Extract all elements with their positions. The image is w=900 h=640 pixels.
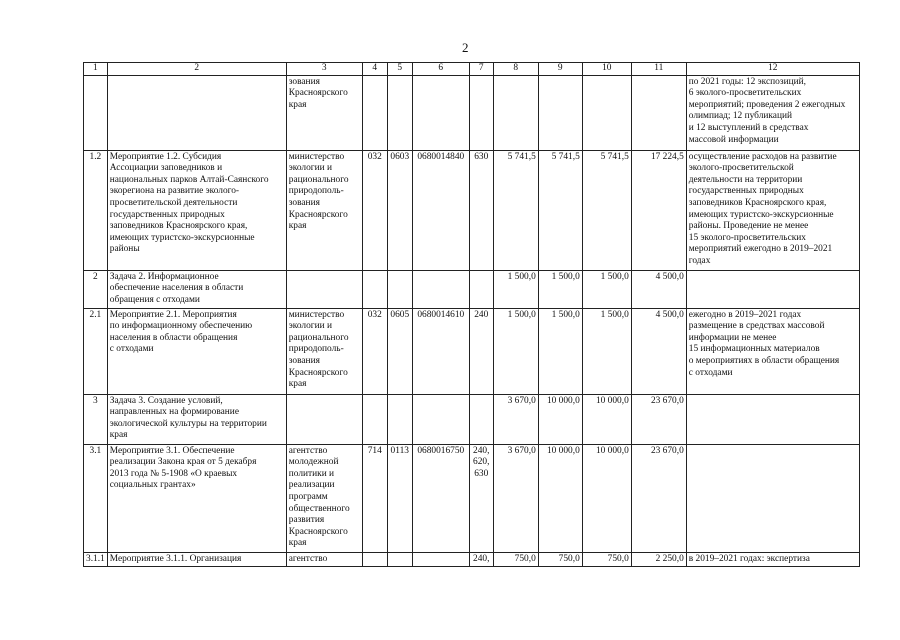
table-cell-col12 xyxy=(686,394,859,444)
table-cell-col3: министерство экологии и рационального природополь- зования Красноярского края xyxy=(286,308,362,394)
header-cell: 6 xyxy=(412,63,469,76)
table-cell-col10: 5 741,5 xyxy=(582,150,631,270)
table-cell-col8: 3 670,0 xyxy=(493,394,538,444)
program-activities-table xyxy=(83,62,860,567)
table-cell-col2: Мероприятие 3.1.1. Организация xyxy=(107,552,286,567)
table-row xyxy=(84,270,860,308)
table-cell-col4: 032 xyxy=(362,308,387,394)
table-cell-col6 xyxy=(412,75,469,150)
header-cell: 5 xyxy=(387,63,412,76)
table-cell-col11: 2 250,0 xyxy=(631,552,686,567)
table-cell-col3: агентство молодежной политики и реализации программ общественного развития Красноярского края xyxy=(286,444,362,552)
table-cell-col4: 032 xyxy=(362,150,387,270)
table-row xyxy=(84,552,860,567)
table-cell-col4 xyxy=(362,552,387,567)
table-cell-col7: 240, xyxy=(469,552,493,567)
table-cell-col11: 4 500,0 xyxy=(631,308,686,394)
table-cell-col11: 4 500,0 xyxy=(631,270,686,308)
table-cell-col9: 1 500,0 xyxy=(538,270,582,308)
table-cell-col11: 17 224,5 xyxy=(631,150,686,270)
table-cell-col12 xyxy=(686,444,859,552)
header-cell: 11 xyxy=(631,63,686,76)
table-cell-col6: 0680014840 xyxy=(412,150,469,270)
table-row xyxy=(84,444,860,552)
table-cell-col7 xyxy=(469,75,493,150)
table-cell-col9: 5 741,5 xyxy=(538,150,582,270)
table-cell-col7: 240 xyxy=(469,308,493,394)
table-cell-col3 xyxy=(286,270,362,308)
table-cell-col5: 0605 xyxy=(387,308,412,394)
table-cell-col8: 1 500,0 xyxy=(493,308,538,394)
table-cell-col3: агентство xyxy=(286,552,362,567)
table-cell-col12 xyxy=(686,270,859,308)
header-cell: 2 xyxy=(107,63,286,76)
table-cell-col6 xyxy=(412,394,469,444)
header-cell: 8 xyxy=(493,63,538,76)
table-cell-col11: 23 670,0 xyxy=(631,394,686,444)
table-header-row xyxy=(84,63,860,76)
table-cell-col11 xyxy=(631,75,686,150)
table-cell-col12: осуществление расходов на развитие эколого-просветительской деятельности на территории государственных природных заповедников Красноярского края, имеющих туристско-экскурсионные районы. Проведение не менее 15 эколого-просветительских мероприятий ежегодно в 2019–2021 годах xyxy=(686,150,859,270)
table-cell-col6 xyxy=(412,552,469,567)
table-cell-col9 xyxy=(538,75,582,150)
table-cell-col8: 1 500,0 xyxy=(493,270,538,308)
header-cell: 12 xyxy=(686,63,859,76)
table-cell-col2: Задача 2. Информационное обеспечение населения в области обращения с отходами xyxy=(107,270,286,308)
table-cell-col9: 1 500,0 xyxy=(538,308,582,394)
table-cell-col10: 10 000,0 xyxy=(582,394,631,444)
table-cell-col4 xyxy=(362,394,387,444)
table-cell-col2: Мероприятие 3.1. Обеспечение реализации Закона края от 5 декабря 2013 года № 5-1908 «О краевых социальных грантах» xyxy=(107,444,286,552)
table-cell-col5: 0113 xyxy=(387,444,412,552)
header-cell: 3 xyxy=(286,63,362,76)
table-cell-col10: 1 500,0 xyxy=(582,270,631,308)
table-cell-col5 xyxy=(387,270,412,308)
table-cell-col10 xyxy=(582,75,631,150)
table-cell-col9: 10 000,0 xyxy=(538,444,582,552)
table-row xyxy=(84,75,860,150)
table-cell-col8: 3 670,0 xyxy=(493,444,538,552)
table-cell-col4 xyxy=(362,270,387,308)
table-cell-col9: 750,0 xyxy=(538,552,582,567)
page-number: 2 xyxy=(462,40,469,55)
table-cell-col5 xyxy=(387,552,412,567)
table-cell-col7: 630 xyxy=(469,150,493,270)
header-cell: 9 xyxy=(538,63,582,76)
table-cell-col1: 3.1 xyxy=(84,444,108,552)
table-cell-col5: 0603 xyxy=(387,150,412,270)
table-cell-col12: по 2021 годы: 12 экспозиций, 6 эколого-просветительских мероприятий; проведения 2 ежегодных олимпиад; 12 публикаций и 12 выступлений в средствах массовой информации xyxy=(686,75,859,150)
table-cell-col8 xyxy=(493,75,538,150)
table-cell-col7 xyxy=(469,394,493,444)
table-cell-col6: 0680016750 xyxy=(412,444,469,552)
table-cell-col3: зования Красноярского края xyxy=(286,75,362,150)
table-cell-col8: 750,0 xyxy=(493,552,538,567)
table-row xyxy=(84,394,860,444)
table-cell-col2: Задача 3. Создание условий, направленных на формирование экологической культуры на территории края xyxy=(107,394,286,444)
table-cell-col7: 240, 620, 630 xyxy=(469,444,493,552)
table-cell-col7 xyxy=(469,270,493,308)
table-cell-col9: 10 000,0 xyxy=(538,394,582,444)
table-row xyxy=(84,150,860,270)
table-row xyxy=(84,308,860,394)
table-cell-col5 xyxy=(387,394,412,444)
table-cell-col6: 0680014610 xyxy=(412,308,469,394)
table-cell-col8: 5 741,5 xyxy=(493,150,538,270)
table-cell-col12: в 2019–2021 годах: экспертиза xyxy=(686,552,859,567)
table-cell-col10: 10 000,0 xyxy=(582,444,631,552)
table-cell-col1: 1.2 xyxy=(84,150,108,270)
table-cell-col11: 23 670,0 xyxy=(631,444,686,552)
table-cell-col2: Мероприятие 2.1. Мероприятия по информационному обеспечению населения в области обращения с отходами xyxy=(107,308,286,394)
table-cell-col2 xyxy=(107,75,286,150)
table-cell-col4: 714 xyxy=(362,444,387,552)
table-cell-col2: Мероприятие 1.2. Субсидия Ассоциации заповедников и национальных парков Алтай-Саянского экорегиона на развитие эколого- просветительской деятельности государственных природных заповедников Красноярского края, имеющих туристско-экскурсионные районы xyxy=(107,150,286,270)
table-cell-col6 xyxy=(412,270,469,308)
header-cell: 1 xyxy=(84,63,108,76)
header-cell: 4 xyxy=(362,63,387,76)
table-cell-col10: 1 500,0 xyxy=(582,308,631,394)
table-cell-col3: министерство экологии и рационального природополь- зования Красноярского края xyxy=(286,150,362,270)
table-cell-col10: 750,0 xyxy=(582,552,631,567)
table-cell-col1 xyxy=(84,75,108,150)
table-cell-col1: 3 xyxy=(84,394,108,444)
table-cell-col1: 2 xyxy=(84,270,108,308)
header-cell: 10 xyxy=(582,63,631,76)
header-cell: 7 xyxy=(469,63,493,76)
table-cell-col1: 3.1.1 xyxy=(84,552,108,567)
table-cell-col4 xyxy=(362,75,387,150)
table-cell-col3 xyxy=(286,394,362,444)
table-cell-col1: 2.1 xyxy=(84,308,108,394)
table-cell-col12: ежегодно в 2019–2021 годах размещение в средствах массовой информации не менее 15 информационных материалов о мероприятиях в области обращения с отходами xyxy=(686,308,859,394)
table-cell-col5 xyxy=(387,75,412,150)
